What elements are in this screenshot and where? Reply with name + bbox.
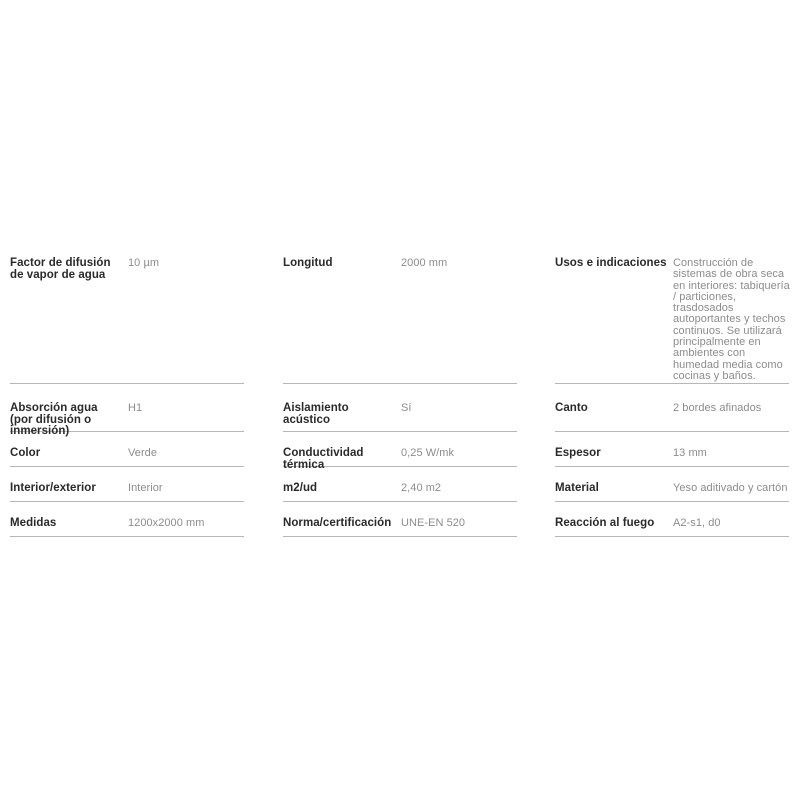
spec-value: Yeso aditivado y cartón <box>673 482 788 494</box>
spec-label: Longitud <box>283 257 333 269</box>
spec-row <box>283 384 517 432</box>
spec-label: Material <box>555 482 599 494</box>
spec-value: Sí <box>401 402 412 414</box>
spec-row <box>555 432 789 467</box>
spec-value: Verde <box>128 447 157 459</box>
spec-row <box>10 502 244 537</box>
spec-row <box>555 502 789 537</box>
spec-label: Reacción al fuego <box>555 517 655 529</box>
spec-value: H1 <box>128 402 143 414</box>
spec-label: Factor de difusión de vapor de agua <box>10 257 111 281</box>
spec-row <box>283 467 517 502</box>
spec-label: Espesor <box>555 447 601 459</box>
spec-row <box>10 432 244 467</box>
spec-row <box>10 252 244 384</box>
spec-value: 2,40 m2 <box>401 482 442 494</box>
spec-value: 2 bordes afinados <box>673 402 762 414</box>
spec-row <box>555 384 789 432</box>
spec-value: 10 µm <box>128 257 160 269</box>
spec-label: Absorción agua (por difusión o inmersión) <box>10 402 98 437</box>
spec-value: Interior <box>128 482 163 494</box>
spec-label: Interior/exterior <box>10 482 96 494</box>
spec-label: Aislamiento acústico <box>283 402 349 426</box>
spec-row <box>283 252 517 384</box>
spec-row <box>555 252 789 384</box>
spec-label: m2/ud <box>283 482 318 494</box>
spec-row <box>10 467 244 502</box>
spec-row <box>283 432 517 471</box>
spec-value: 13 mm <box>673 447 707 459</box>
spec-label: Medidas <box>10 517 57 529</box>
spec-label: Canto <box>555 402 588 414</box>
spec-label: Norma/certificación <box>283 517 392 529</box>
spec-value: 2000 mm <box>401 257 448 269</box>
spec-row <box>10 384 244 437</box>
spec-value: A2-s1, d0 <box>673 517 721 529</box>
spec-value: Construcción de sistemas de obra seca en interiores: tabiquería / particiones, trasdosados autoportantes y techos continuos. Se utilizará principalmente en ambientes con humedad media como cocinas y baños. <box>673 257 790 382</box>
spec-label: Usos e indicaciones <box>555 257 667 269</box>
spec-label: Color <box>10 447 41 459</box>
spec-row <box>555 467 789 502</box>
spec-value: 1200x2000 mm <box>128 517 205 529</box>
spec-label: Conductividad térmica <box>283 447 364 471</box>
spec-value: 0,25 W/mk <box>401 447 455 459</box>
spec-row <box>283 502 517 537</box>
spec-value: UNE-EN 520 <box>401 517 466 529</box>
